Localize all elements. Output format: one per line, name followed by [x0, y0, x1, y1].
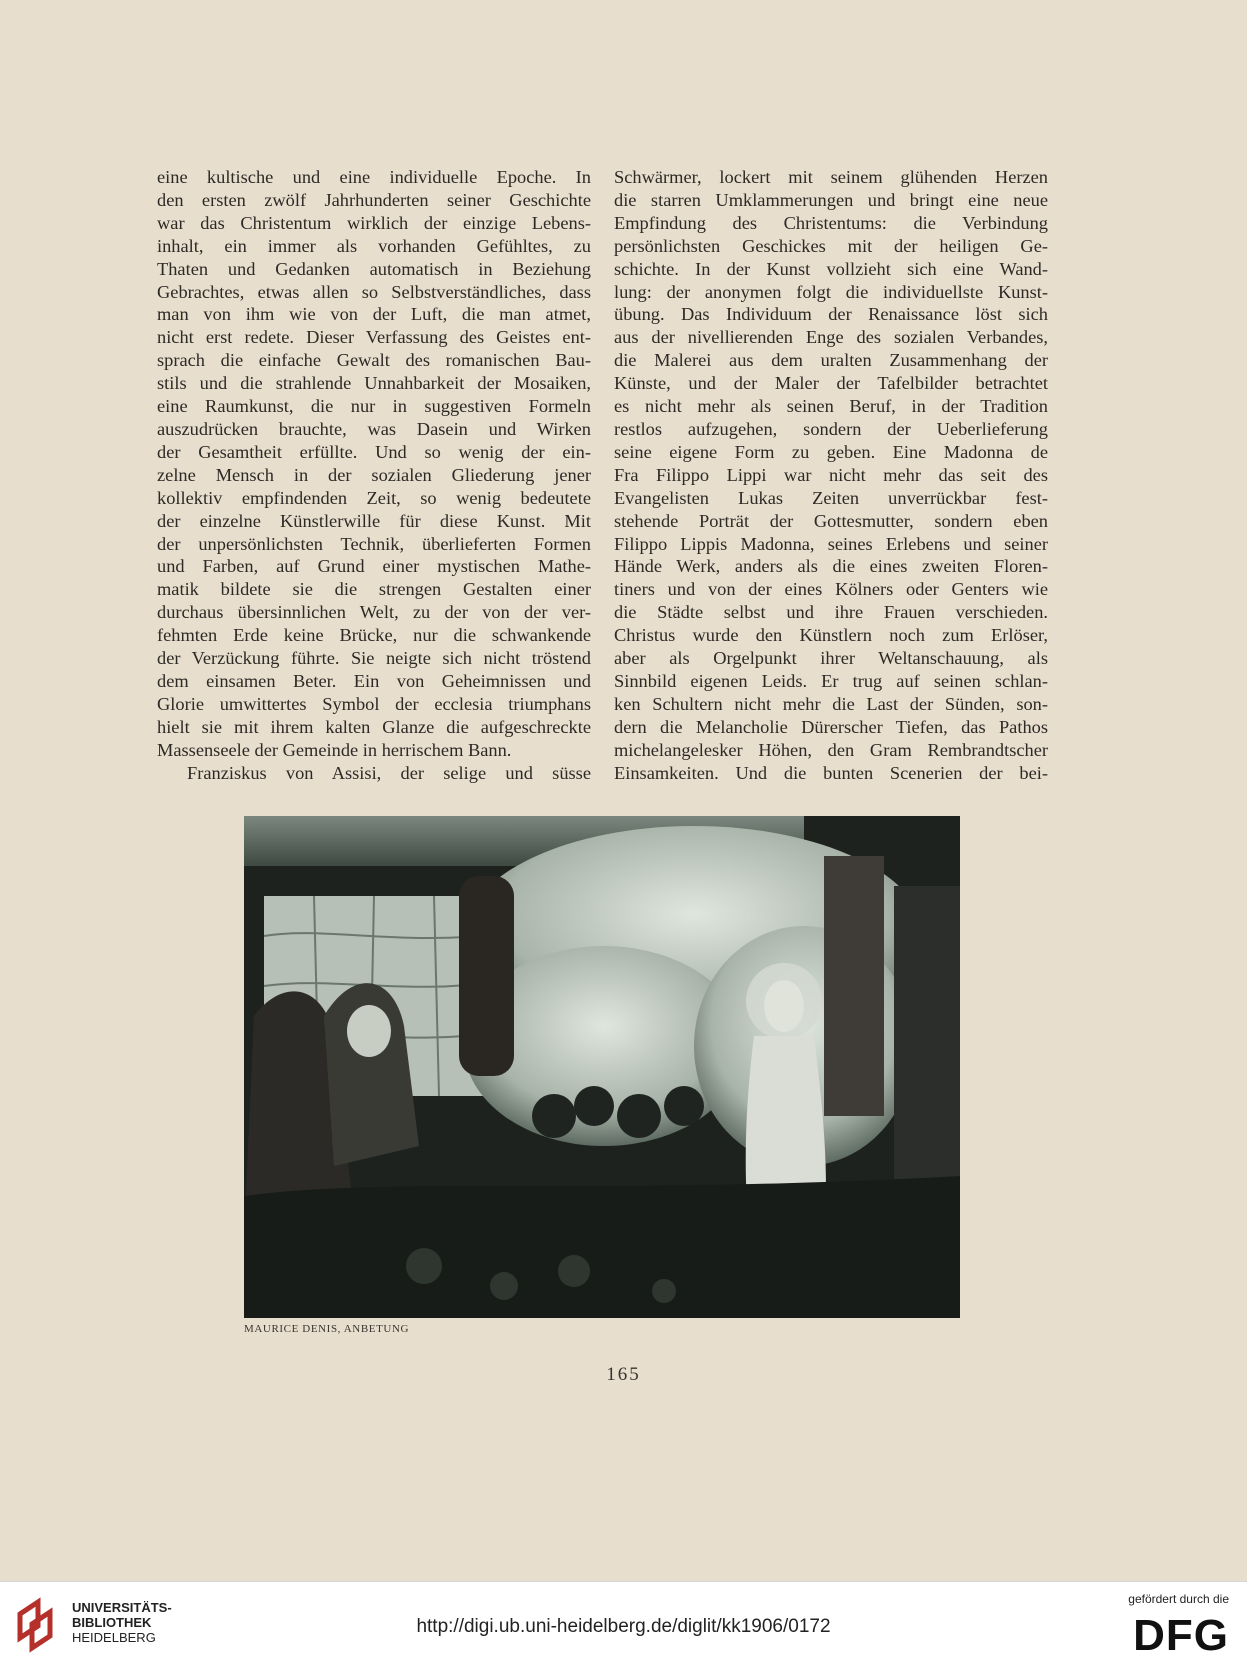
text-line: lung: der anonymen folgt die individuellste Kunst-	[614, 281, 1048, 302]
text-line: Schwärmer, lockert mit seinem glühenden Herzen	[614, 167, 1048, 187]
text-line: den ersten zwölf Jahrhunderten seiner Geschichte	[157, 189, 591, 210]
text-line: auszudrücken brauchte, was Dasein und Wirken	[157, 418, 591, 439]
text-line: michelangelesker Höhen, den Gram Rembrandtscher	[614, 739, 1048, 760]
text-line: Künste, und der Maler der Tafelbilder betrachtet	[614, 373, 1048, 394]
text-line: der Verzückung führte. Sie neigte sich nicht tröstend	[157, 648, 591, 669]
text-line: durchaus übersinnlichen Welt, zu der von der ver-	[157, 602, 591, 623]
text-line: sprach die einfache Gewalt des romanischen Bau-	[157, 350, 591, 371]
text-column-right	[614, 166, 1048, 784]
text-line: dern die Melancholie Dürerscher Tiefen, das Pathos	[614, 716, 1048, 737]
text-line: und Farben, auf Grund einer mystischen Mathe-	[157, 556, 591, 577]
text-line: schichte. In der Kunst vollzieht sich eine Wand-	[614, 258, 1048, 279]
text-line: man von ihm wie von der Luft, die man atmet,	[157, 304, 591, 325]
text-line: restlos aufzugehen, sondern der Ueberlieferung	[614, 418, 1048, 439]
permalink-link[interactable]: http://digi.ub.uni-heidelberg.de/diglit/kk1906/0172	[416, 1616, 831, 1637]
viewer-footer	[0, 1581, 1247, 1672]
library-name-line1: UNIVERSITÄTS-	[72, 1600, 172, 1615]
text-line: war das Christentum wirklich der einzige Lebens-	[157, 212, 591, 233]
page-number: 165	[606, 1364, 641, 1385]
text-line: der einzelne Künstlerwille für diese Kunst. Mit	[157, 510, 591, 531]
text-line: matik bildete sie die strengen Gestalten einer	[157, 579, 591, 600]
text-line: aber als Orgelpunkt ihrer Weltanschauung, als	[614, 648, 1048, 669]
text-line: kollektiv empfindenden Zeit, so wenig bedeutete	[157, 487, 591, 508]
text-line: zelne Mensch in der sozialen Gliederung jener	[157, 464, 591, 485]
text-line: Glorie umwittertes Symbol der ecclesia triumphans	[157, 693, 591, 714]
text-line: Evangelisten Lukas Zeiten unverrückbar fest-	[614, 487, 1048, 508]
text-line: eine Raumkunst, die nur in suggestiven Formeln	[157, 396, 591, 417]
artwork-plate	[244, 816, 960, 1318]
text-line: Massenseele der Gemeinde in herrischem Bann.	[157, 739, 512, 760]
text-line: Fra Filippo Lippi war nicht mehr das seit des	[614, 464, 1048, 485]
text-line: der Gesamtheit erfüllte. Und so wenig der ein-	[157, 441, 591, 462]
text-line: die Malerei aus dem uralten Zusammenhang der	[614, 350, 1048, 371]
text-line: persönlichsten Geschickes mit der heiligen Ge-	[614, 235, 1048, 256]
text-line: nicht erst redete. Dieser Verfassung des Geistes ent-	[157, 327, 591, 348]
library-name-line3: HEIDELBERG	[72, 1630, 156, 1645]
text-line: Hände Werk, anders als die eines zweiten Floren-	[614, 556, 1048, 577]
library-name-line2: BIBLIOTHEK	[72, 1615, 152, 1630]
text-line: Filippo Lippis Madonna, seines Erlebens und seiner	[614, 533, 1048, 554]
text-line: tiners und von der eines Kölners oder Genters wie	[614, 579, 1048, 600]
permalink	[0, 1616, 1247, 1638]
text-line: fehmten Erde keine Brücke, nur die schwankende	[157, 625, 591, 646]
text-line: seine eigene Form zu geben. Eine Madonna de	[614, 441, 1048, 462]
text-line: Empfindung des Christentums: die Verbindung	[614, 212, 1048, 233]
painting-reproduction	[244, 816, 960, 1318]
text-line: stils und die strahlende Unnahbarkeit der Mosaiken,	[157, 373, 591, 394]
text-line: Thaten und Gedanken automatisch in Beziehung	[157, 258, 591, 279]
dfg-logo[interactable]: DFG	[1133, 1611, 1229, 1660]
plate-caption: MAURICE DENIS, ANBETUNG	[244, 1323, 410, 1335]
text-line: es nicht mehr als seinen Beruf, in der Tradition	[614, 396, 1048, 417]
text-line: aus der nivellierenden Enge des sozialen Verbandes,	[614, 327, 1048, 348]
text-line: Einsamkeiten. Und die bunten Scenerien der bei-	[614, 762, 1048, 783]
funder-label: gefördert durch die	[1128, 1592, 1229, 1606]
text-line: eine kultische und eine individuelle Epoche. In	[157, 167, 591, 187]
text-line-indent: Franziskus von Assisi, der selige und süsse	[187, 762, 591, 783]
text-line: hielt sie mit ihrem kalten Glanze die aufgeschreckte	[157, 716, 591, 737]
text-line: der unpersönlichsten Technik, überlieferten Formen	[157, 533, 591, 554]
text-line: dem einsamen Beter. Ein von Geheimnissen und	[157, 670, 591, 691]
text-line: Sinnbild eigenen Leids. Er trug auf seinen schlan-	[614, 670, 1048, 691]
text-line: die Städte selbst und ihre Frauen verschieden.	[614, 602, 1048, 623]
text-line: inhalt, ein immer als vorhanden Gefühltes, zu	[157, 235, 591, 256]
text-column-left	[157, 166, 591, 784]
text-line: stehende Porträt der Gottesmutter, sondern eben	[614, 510, 1048, 531]
text-line: die starren Umklammerungen und bringt eine neue	[614, 189, 1048, 210]
text-line: ken Schultern nicht mehr die Last der Sünden, son-	[614, 693, 1048, 714]
text-line: übung. Das Individuum der Renaissance löst sich	[614, 304, 1048, 325]
text-line: Gebrachtes, etwas allen so Selbstverständliches, dass	[157, 281, 591, 302]
text-line: Christus wurde den Künstlern noch zum Erlöser,	[614, 625, 1048, 646]
